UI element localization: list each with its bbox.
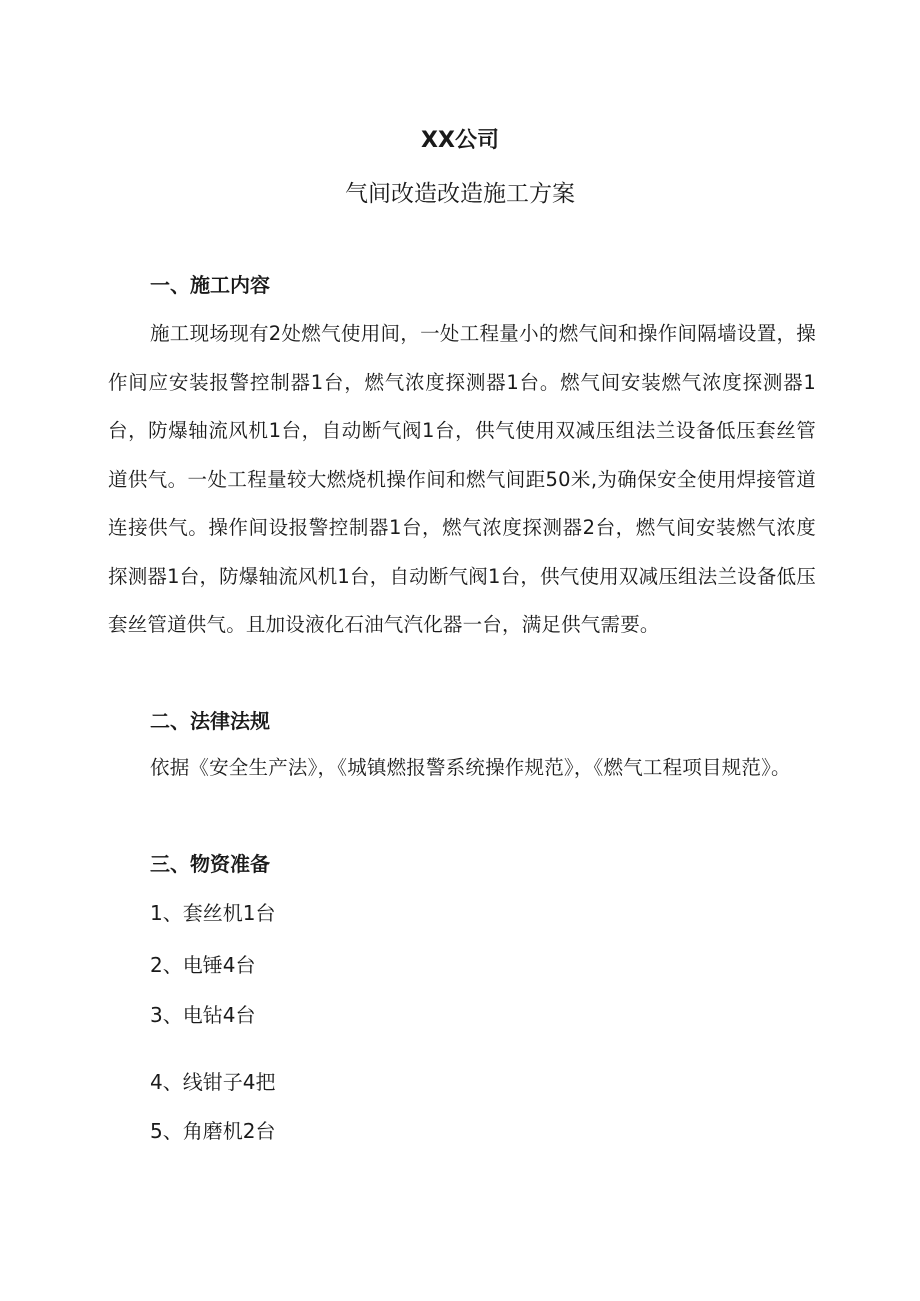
section-heading-materials: 三、物资准备 (150, 852, 270, 876)
list-item: 3、电钻4台 (150, 1003, 256, 1027)
section-paragraph-regulations: 依据《安全生产法》，《城镇燃报警系统操作规范》，《燃气工程项目规范》。 (150, 756, 791, 779)
section-paragraph-construction: 施工现场现有2处燃气使用间，一处工程量小的燃气间和操作间隔墙设置，操作间应安装报警控制器1台，燃气浓度探测器1台。燃气间安装燃气浓度探测器1台，防爆轴流风机1台，自动断气阀1台，供气使用双减压组法兰设备低压套丝管道供气。一处工程量较大燃烧机操作间和燃气间距50米,为确保安全使用焊接管道连接供气。操作间设报警控制器1台，燃气浓度探测器2台，燃气间安装燃气浓度探测器1台，防爆轴流风机1台，自动断气阀1台，供气使用双减压组法兰设备低压套丝管道供气。且加设液化石油气汽化器一台，满足供气需要。 (108, 322, 816, 636)
list-item: 2、电锤4台 (150, 953, 256, 977)
list-item: 4、线钳子4把 (150, 1070, 276, 1094)
document-title: 气间改造改造施工方案 (345, 181, 575, 207)
list-item: 5、角磨机2台 (150, 1119, 276, 1143)
list-item: 1、套丝机1台 (150, 901, 276, 925)
company-title: XX公司 (421, 128, 499, 153)
section-heading-regulations: 二、法律法规 (150, 709, 270, 733)
section-heading-construction: 一、施工内容 (150, 273, 270, 297)
